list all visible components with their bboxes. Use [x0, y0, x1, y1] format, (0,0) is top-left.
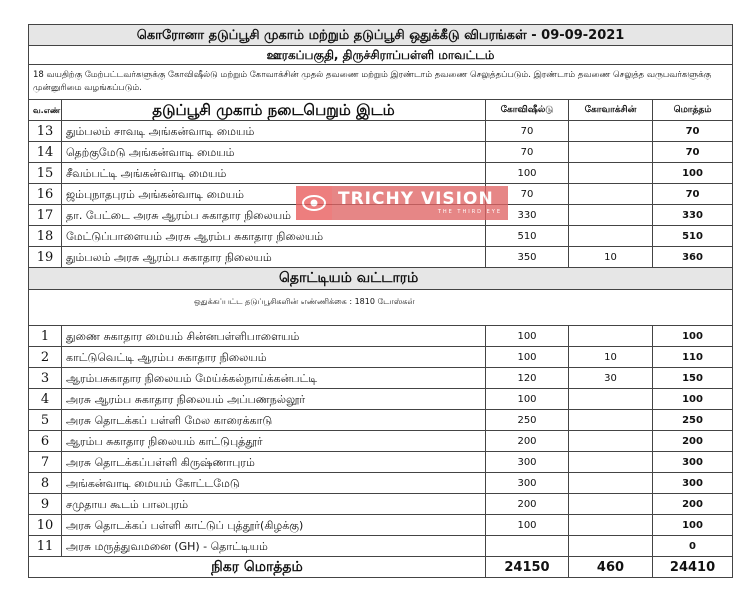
- row-sno: 11: [29, 536, 62, 557]
- watermark-brand: TRICHY VISION: [338, 189, 494, 209]
- table-row: [29, 389, 733, 410]
- grand-total-row: [29, 557, 733, 578]
- row-sno: 10: [29, 515, 62, 536]
- row-total: 250: [653, 410, 733, 431]
- row-covishield: 120: [486, 368, 569, 389]
- row-sno: 2: [29, 347, 62, 368]
- row-sno: 9: [29, 494, 62, 515]
- row-covaxin: [569, 431, 653, 452]
- row-total: 100: [653, 389, 733, 410]
- table-row: [29, 247, 733, 268]
- row-covaxin: 10: [569, 247, 653, 268]
- table-row: [29, 536, 733, 557]
- row-covishield: 70: [486, 184, 569, 205]
- row-total: 360: [653, 247, 733, 268]
- section-title: தொட்டியம் வட்டாரம்: [29, 268, 733, 290]
- row-covishield: 350: [486, 247, 569, 268]
- row-total: 200: [653, 494, 733, 515]
- row-place: தா. பேட்டை அரசு ஆரம்ப சுகாதார நிலையம்: [62, 205, 486, 226]
- row-total: 150: [653, 368, 733, 389]
- table-row: [29, 473, 733, 494]
- header-sno: வ.எண்: [29, 100, 62, 121]
- row-place: தும்பலம் சாவடி அங்கன்வாடி மையம்: [62, 121, 486, 142]
- table-row: [29, 347, 733, 368]
- row-covaxin: [569, 494, 653, 515]
- document-note: 18 வயதிற்கு மேற்பட்டவர்களுக்கு கோவிஷீல்டு மற்றும் கோவாக்சின் முதல் தவணை மற்றும் இரண்டாம் தவணை செலுத்தப்படும். இரண்டாம் தவணை செலுத்த வருபவர்களுக்கு முன்னுரிமை வழங்கப்படும்.: [29, 65, 733, 100]
- row-covaxin: [569, 326, 653, 347]
- row-sno: 15: [29, 163, 62, 184]
- watermark-tagline: THE THIRD EYE: [437, 209, 502, 215]
- row-covishield: 70: [486, 142, 569, 163]
- row-covaxin: [569, 121, 653, 142]
- row-place: சீவம்பட்டி அங்கன்வாடி மையம்: [62, 163, 486, 184]
- row-covaxin: [569, 163, 653, 184]
- vaccination-document: [28, 24, 732, 578]
- table-row: [29, 515, 733, 536]
- row-place: காட்டுவெட்டி ஆரம்ப சுகாதார நிலையம்: [62, 347, 486, 368]
- row-covaxin: [569, 515, 653, 536]
- table-row: [29, 410, 733, 431]
- spacer-row: [29, 312, 733, 326]
- table-row: [29, 431, 733, 452]
- row-covishield: 300: [486, 452, 569, 473]
- row-covishield: 200: [486, 494, 569, 515]
- grand-total-covishield: 24150: [486, 557, 569, 578]
- row-covishield: 330: [486, 205, 569, 226]
- row-place: அரசு மருத்துவமனை (GH) - தொட்டியம்: [62, 536, 486, 557]
- table-row: [29, 452, 733, 473]
- row-place: தும்பலம் அரசு ஆரம்ப சுகாதார நிலையம்: [62, 247, 486, 268]
- grand-total-total: 24410: [653, 557, 733, 578]
- row-covishield: 200: [486, 431, 569, 452]
- row-sno: 18: [29, 226, 62, 247]
- row-covaxin: 10: [569, 347, 653, 368]
- row-total: 70: [653, 142, 733, 163]
- row-sno: 5: [29, 410, 62, 431]
- row-sno: 19: [29, 247, 62, 268]
- header-total: மொத்தம்: [653, 100, 733, 121]
- row-total: 100: [653, 326, 733, 347]
- row-covaxin: [569, 226, 653, 247]
- row-sno: 6: [29, 431, 62, 452]
- row-covishield: 100: [486, 326, 569, 347]
- header-covishield: கோவிஷீல்டு: [486, 100, 569, 121]
- table-row: [29, 184, 733, 205]
- row-sno: 17: [29, 205, 62, 226]
- row-total: 0: [653, 536, 733, 557]
- header-covaxin: கோவாக்சின்: [569, 100, 653, 121]
- row-covishield: 100: [486, 347, 569, 368]
- row-sno: 7: [29, 452, 62, 473]
- row-covaxin: [569, 473, 653, 494]
- row-total: 70: [653, 121, 733, 142]
- table-row: [29, 121, 733, 142]
- row-covishield: 510: [486, 226, 569, 247]
- row-place: துணை சுகாதார மையம் சின்னபள்ளிபாளையம்: [62, 326, 486, 347]
- row-covaxin: [569, 410, 653, 431]
- table-row: [29, 494, 733, 515]
- row-place: ஆரம்ப சுகாதார நிலையம் காட்டுபுத்தூர்: [62, 431, 486, 452]
- document-title: கொரோனா தடுப்பூசி முகாம் மற்றும் தடுப்பூசி ஒதுக்கீடு விபரங்கள் - 09-09-2021: [29, 25, 733, 46]
- row-covishield: 70: [486, 121, 569, 142]
- row-covaxin: [569, 142, 653, 163]
- row-covishield: 100: [486, 389, 569, 410]
- row-place: அரசு தொடக்கப் பள்ளி மேல காரைக்காடு: [62, 410, 486, 431]
- row-total: 510: [653, 226, 733, 247]
- row-place: அரசு ஆரம்ப சுகாதார நிலையம் அப்பணநல்லூர்: [62, 389, 486, 410]
- row-total: 300: [653, 473, 733, 494]
- row-place: சமுதாய கூடம் பாலபுரம்: [62, 494, 486, 515]
- row-total: 300: [653, 452, 733, 473]
- row-total: 100: [653, 163, 733, 184]
- document-subtitle: ஊரகப்பகுதி, திருச்சிராப்பள்ளி மாவட்டம்: [29, 46, 733, 65]
- row-total: 110: [653, 347, 733, 368]
- row-sno: 13: [29, 121, 62, 142]
- row-total: 100: [653, 515, 733, 536]
- row-place: தெற்குமேடு அங்கன்வாடி மையம்: [62, 142, 486, 163]
- row-covaxin: [569, 389, 653, 410]
- row-covaxin: [569, 184, 653, 205]
- row-place: அங்கன்வாடி மையம் கோட்டமேடு: [62, 473, 486, 494]
- row-sno: 4: [29, 389, 62, 410]
- row-covaxin: [569, 452, 653, 473]
- row-covishield: 300: [486, 473, 569, 494]
- grand-total-covaxin: 460: [569, 557, 653, 578]
- table-row: [29, 142, 733, 163]
- row-covaxin: [569, 536, 653, 557]
- table-row: [29, 368, 733, 389]
- row-sno: 14: [29, 142, 62, 163]
- row-covishield: [486, 536, 569, 557]
- row-covaxin: [569, 205, 653, 226]
- row-covaxin: 30: [569, 368, 653, 389]
- row-total: 330: [653, 205, 733, 226]
- row-place: ஜம்புநாதபுரம் அங்கன்வாடி மையம்: [62, 184, 486, 205]
- row-place: அரசு தொடக்கப் பள்ளி காட்டுப் புத்தூர்(கிழக்கு): [62, 515, 486, 536]
- row-covishield: 100: [486, 163, 569, 184]
- table-row: [29, 326, 733, 347]
- row-sno: 16: [29, 184, 62, 205]
- row-sno: 1: [29, 326, 62, 347]
- row-place: ஆரம்பசுகாதார நிலையம் மேய்க்கல்நாய்க்கன்பட்டி: [62, 368, 486, 389]
- header-place: தடுப்பூசி முகாம் நடைபெறும் இடம்: [62, 100, 486, 121]
- grand-total-label: நிகர மொத்தம்: [29, 557, 486, 578]
- row-sno: 3: [29, 368, 62, 389]
- vaccination-table: [28, 24, 733, 578]
- row-covishield: 100: [486, 515, 569, 536]
- table-row: [29, 163, 733, 184]
- row-place: மேட்டுப்பாளையம் அரசு ஆரம்ப சுகாதார நிலையம்: [62, 226, 486, 247]
- table-row: [29, 226, 733, 247]
- allocation-info: ஒதுக்கப்பட்ட தடுப்பூசிகளின் எண்ணிக்கை : 1810 டோஸ்கள்: [29, 290, 733, 313]
- row-total: 70: [653, 184, 733, 205]
- row-place: அரசு தொடக்கப்பள்ளி கிருஷ்ணாபுரம்: [62, 452, 486, 473]
- row-covishield: 250: [486, 410, 569, 431]
- row-sno: 8: [29, 473, 62, 494]
- row-total: 200: [653, 431, 733, 452]
- table-row: [29, 205, 733, 226]
